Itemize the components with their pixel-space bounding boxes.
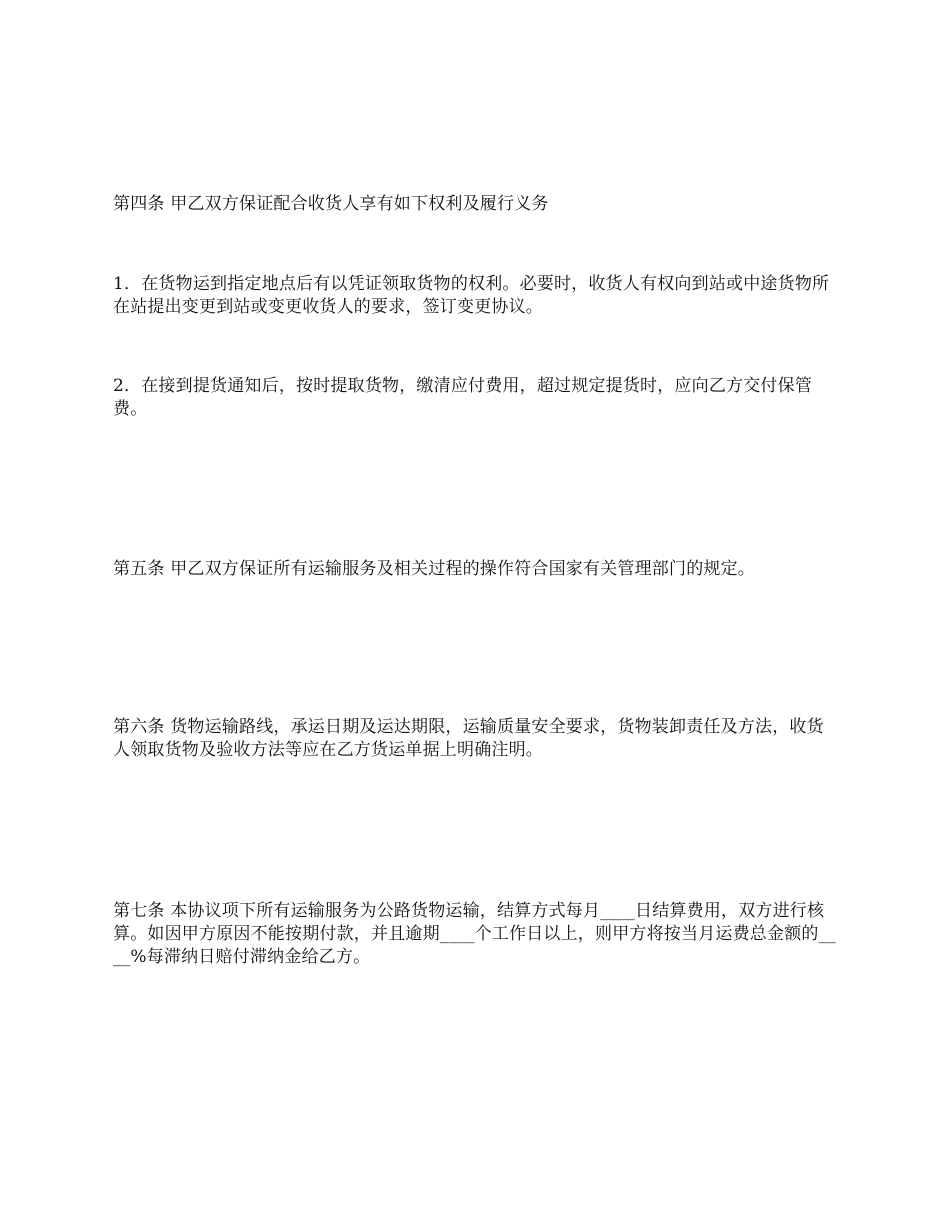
article-4-item-1: 1．在货物运到指定地点后有以凭证领取货物的权利。必要时，收货人有权向到站或中途货物所在站提出变更到站或变更收货人的要求，签订变更协议。 [113, 274, 830, 317]
article-5: 第五条 甲乙双方保证所有运输服务及相关过程的操作符合国家有关管理部门的规定。 [113, 559, 756, 579]
article-4-heading: 第四条 甲乙双方保证配合收货人享有如下权利及履行义务 [113, 194, 549, 214]
article-6: 第六条 货物运输路线，承运日期及运达期限，运输质量安全要求，货物装卸责任及方法，收货人领取货物及验收方法等应在乙方货运单据上明确注明。 [113, 717, 824, 760]
article-7: 第七条 本协议项下所有运输服务为公路货物运输，结算方式每月____日结算费用，双方进行核算。如因甲方原因不能按期付款，并且逾期____个工作日以上，则甲方将按当月运费总金额的____%每滞纳日赔付滞纳金给乙方。 [113, 901, 836, 967]
article-4-item-2: 2．在接到提货通知后，按时提取货物，缴清应付费用，超过规定提货时，应向乙方交付保管费。 [113, 376, 813, 419]
